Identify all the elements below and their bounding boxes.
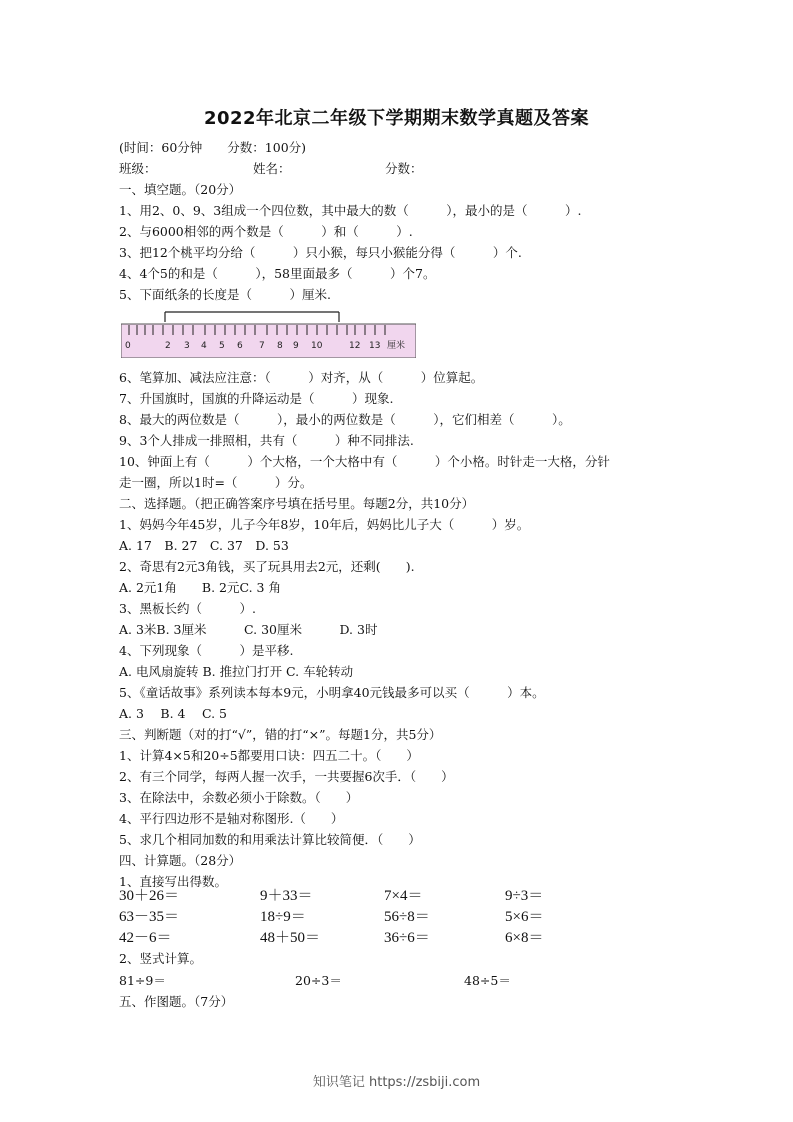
question-line: A. 3米B. 3厘米 C. 30厘米 D. 3时 (119, 622, 378, 637)
drawing-section-heading: 五、作图题。（7分） (119, 994, 234, 1009)
calc-item: 7×4＝ (384, 888, 423, 904)
time-score-info: (时间：60分钟 分数：100分) (119, 140, 307, 155)
calc-item: 5×6＝ (505, 909, 544, 925)
calc-item: 63－35＝ (119, 909, 180, 925)
ruler-label: 8 (277, 341, 283, 351)
calc-item: 6×8＝ (505, 930, 544, 946)
calc-item: 9＋33＝ (260, 888, 313, 904)
calc-item: 36÷6＝ (384, 930, 430, 946)
calc-item: 42－6＝ (119, 930, 172, 946)
question-line: 8、最大的两位数是（ ），最小的两位数是（ ），它们相差（ ）。 (119, 412, 571, 427)
calc-item: 48＋50＝ (260, 930, 321, 946)
ruler-label: 0 (125, 341, 131, 351)
question-line: 四、计算题。（28分） (119, 853, 242, 868)
vertical-item: 48÷5＝ (464, 973, 511, 988)
calc-item: 18÷9＝ (260, 909, 306, 925)
question-line: 5、《童话故事》系列读本每本9元，小明拿40元钱最多可以买（ ）本。 (119, 685, 545, 700)
question-line: 2、奇思有2元3角钱，买了玩具用去2元，还剩( ). (119, 559, 415, 574)
question-line: 一、填空题。（20分） (119, 182, 242, 197)
page-title: 2022年北京二年级下学期期末数学真题及答案 (203, 108, 590, 129)
question-line: A. 电风扇旋转 B. 推拉门打开 C. 车轮转动 (119, 664, 354, 679)
question-line: A. 2元1角 B. 2元C. 3 角 (119, 580, 281, 595)
ruler-label: 2 (165, 341, 171, 351)
vertical-calc-row (119, 972, 539, 990)
vertical-calc-title: 2、竖式计算。 (119, 951, 202, 966)
question-line: 1、用2、0、9、3组成一个四位数，其中最大的数（ ），最小的是（ ）. (119, 203, 582, 218)
question-line: 3、黑板长约（ ）. (119, 601, 256, 616)
question-line: 10、钟面上有（ ）个大格，一个大格中有（ ）个小格。时针走一大格，分针 (119, 454, 610, 469)
question-line: 2、与6000相邻的两个数是（ ）和（ ）. (119, 224, 413, 239)
question-line: 4、下列现象（ ）是平移. (119, 643, 294, 658)
student-info-row (119, 160, 519, 178)
question-line: 7、升国旗时，国旗的升降运动是（ ）现象. (119, 391, 394, 406)
question-line: 2、有三个同学，每两人握一次手，一共要握6次手．（ ） (119, 769, 454, 784)
ruler-label: 5 (219, 341, 225, 351)
question-line: 5、求几个相同加数的和用乘法计算比较简便．（ ） (119, 832, 421, 847)
question-line: 走一圈，所以1时=（ ）分。 (119, 475, 313, 490)
ruler-label: 12 (349, 341, 361, 351)
ruler-label: 3 (184, 341, 190, 351)
ruler-label: 13 (369, 341, 381, 351)
question-line: A. 3 B. 4 C. 5 (119, 706, 227, 721)
class-label: 班级： (119, 161, 157, 176)
vertical-item: 20÷3＝ (295, 973, 342, 988)
question-line: 二、选择题。（把正确答案序号填在括号里。每题2分，共10分） (119, 496, 475, 511)
question-line: 三、判断题（对的打“√”，错的打“×”。每题1分，共5分） (119, 727, 442, 742)
vertical-item: 81÷9＝ (119, 973, 166, 988)
calc-item: 9÷3＝ (505, 888, 544, 904)
calc-item: 30＋26＝ (119, 888, 180, 904)
paper-strip-ruler (121, 310, 416, 358)
question-line: 4、平行四边形不是轴对称图形.（ ） (119, 811, 344, 826)
question-line: 5、下面纸条的长度是（ ）厘米. (119, 287, 331, 302)
question-line: 9、3个人排成一排照相，共有（ ）种不同排法. (119, 433, 414, 448)
question-line: 4、4个5的和是（ ），58里面最多（ ）个7。 (119, 266, 436, 281)
footer-watermark: 知识笔记 https://zsbiji.com (312, 1075, 481, 1090)
ruler-label: 7 (259, 341, 265, 351)
question-line: 1、直接写出得数。 (119, 874, 227, 889)
ruler-unit-label: 厘米 (387, 341, 406, 351)
ruler-label: 4 (201, 341, 207, 351)
question-line: 1、妈妈今年45岁，儿子今年8岁，10年后，妈妈比儿子大（ ）岁。 (119, 517, 530, 532)
score-label: 分数： (385, 161, 423, 176)
question-line: 3、在除法中，余数必须小于除数。（ ） (119, 790, 359, 805)
question-line: A. 17 B. 27 C. 37 D. 53 (119, 538, 289, 553)
question-line: 1、计算4×5和20÷5都要用口诀：四五二十。（ ） (119, 748, 419, 763)
calc-item: 56÷8＝ (384, 909, 430, 925)
ruler-label: 10 (311, 341, 323, 351)
question-line: 3、把12个桃平均分给（ ）只小猴，每只小猴能分得（ ）个. (119, 245, 522, 260)
question-line: 6、笔算加、减法应注意：（ ）对齐，从（ ）位算起。 (119, 370, 484, 385)
ruler-label: 6 (237, 341, 243, 351)
ruler-label: 9 (293, 341, 299, 351)
name-label: 姓名： (253, 161, 291, 176)
